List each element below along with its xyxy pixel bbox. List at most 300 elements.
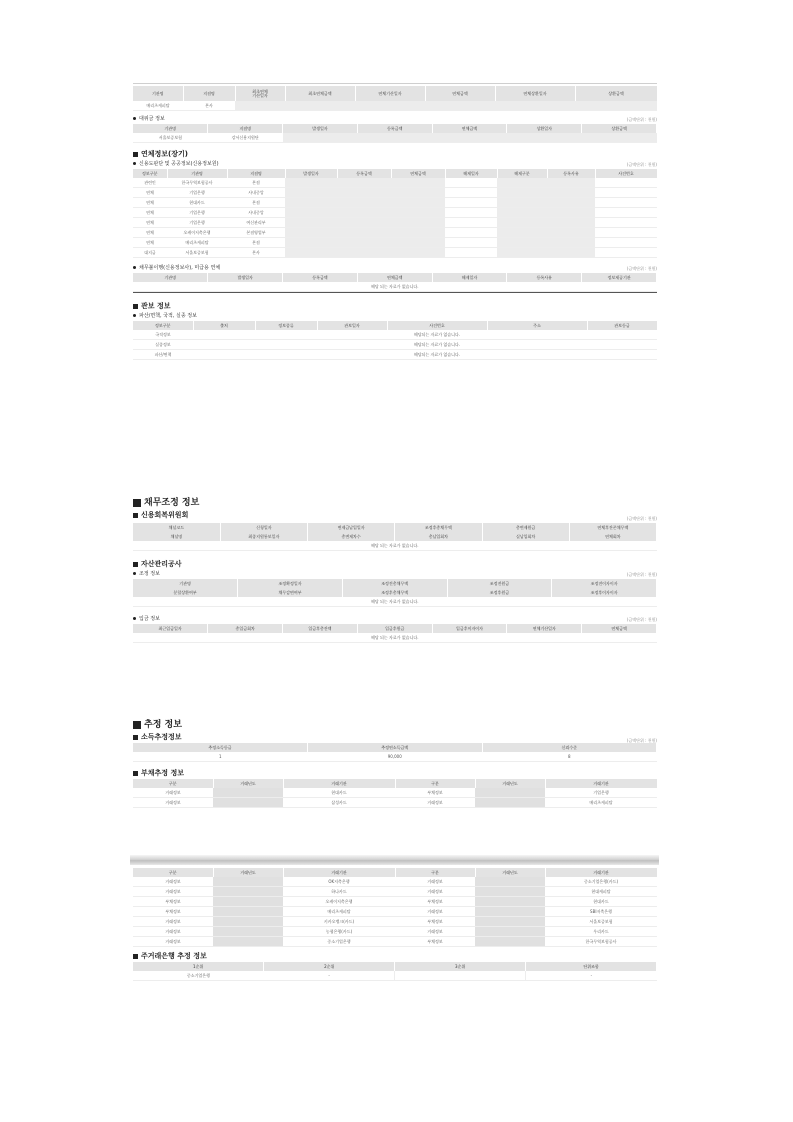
table-row: [133, 597, 657, 607]
rank-1: 중소기업은행: [133, 971, 264, 981]
cell-institution: 기업은행: [167, 218, 227, 228]
cell-category: 거래정보: [133, 887, 213, 897]
cell-institution: 한국무역보험공사: [167, 178, 227, 188]
col-header: 등록금액: [283, 273, 358, 282]
cell-institution: 메리츠캐피탈: [545, 798, 657, 808]
table-row: [133, 887, 657, 897]
col-header: 조정후이자이자: [552, 588, 657, 597]
col-header: 기관명: [133, 86, 183, 101]
redacted-cell: [475, 937, 545, 947]
cell-category: 거래정보: [395, 887, 475, 897]
redacted-cell: [497, 228, 547, 238]
public-info-heading: 관보 정보: [133, 301, 657, 312]
section-square-icon: [133, 721, 141, 729]
redacted-cell: [595, 208, 657, 218]
col-header: 연체후잔존채무액: [569, 523, 656, 532]
cell-info-type: 연체: [133, 208, 167, 218]
table-row: [133, 897, 657, 907]
liability-header-row: [133, 868, 657, 877]
redacted-cell: [445, 208, 497, 218]
redacted-cell: [595, 228, 657, 238]
cell-category: 거래정보: [133, 937, 213, 947]
redacted-cell: [547, 198, 595, 208]
cell-category: 거래정보: [133, 788, 213, 798]
amount-unit: (금액단위 : 천원): [626, 516, 657, 521]
redacted-cell: [285, 208, 337, 218]
table-cell: [255, 350, 317, 360]
empty-message: 해당되는 자료가 없습니다.: [387, 330, 487, 340]
redacted-cell: [595, 178, 657, 188]
cell-branch: 본점: [227, 178, 285, 188]
section-debt-adjust: [133, 496, 657, 643]
col-header: 채널명: [133, 532, 220, 541]
redacted-cell: [337, 248, 391, 258]
col-header: 최종지원통보일자: [220, 532, 307, 541]
header-row: [133, 321, 657, 330]
redacted-cell: [285, 228, 337, 238]
col-header: 지점명: [208, 124, 283, 133]
redacted-cell: [285, 188, 337, 198]
redacted-cell: [595, 188, 657, 198]
col-header: 거래기관: [545, 779, 657, 788]
col-header: 해제일자: [432, 273, 507, 282]
bullet-icon: [133, 117, 136, 120]
cell-institution: 서울보증보험: [167, 248, 227, 258]
cell-branch: 본점: [227, 238, 285, 248]
col-header: 거래년도: [475, 868, 545, 877]
cell-institution: 기업은행: [167, 208, 227, 218]
redacted-cell: [582, 133, 657, 143]
redacted-cell: [475, 927, 545, 937]
table-row: [133, 350, 657, 360]
redacted-cell: [285, 248, 337, 258]
section-estimate: [133, 718, 657, 808]
cell-institution: 현대카드: [545, 897, 657, 907]
redacted-cell: [337, 228, 391, 238]
header-row: [133, 588, 657, 597]
redacted-cell: [337, 218, 391, 228]
col-header: 거래년도: [475, 779, 545, 788]
redacted-cell: [285, 198, 337, 208]
redacted-cell: [445, 178, 497, 188]
redacted-cell: [337, 198, 391, 208]
cell-institution: 메리츠캐피탈: [167, 238, 227, 248]
col-header: 입금후원금: [357, 624, 432, 633]
delinquency-table: [133, 169, 658, 258]
table-row: [133, 752, 657, 762]
redacted-cell: [283, 133, 358, 143]
cell-institution: 오케이저축은행: [167, 228, 227, 238]
cell-branch: 본점영업부: [227, 228, 285, 238]
col-header: 채널코드: [133, 523, 220, 532]
redacted-cell: [497, 218, 547, 228]
redacted-cell: [391, 178, 445, 188]
redacted-cell: [475, 798, 545, 808]
bullet-icon: [133, 162, 136, 165]
col-header: 거래기관: [545, 868, 657, 877]
cell-institution: 기업은행: [545, 788, 657, 798]
redacted-cell: [235, 101, 285, 111]
header-row: [133, 523, 657, 532]
col-header: 조정전이자이자: [552, 579, 657, 588]
col-header: 사건번호: [595, 169, 657, 178]
table-row: [133, 133, 657, 143]
col-header: 추정소득등급: [133, 743, 308, 752]
cell-institution: 메리츠캐피탈: [133, 101, 183, 111]
redacted-cell: [213, 788, 283, 798]
col-header: 조정전총채무액: [342, 579, 447, 588]
rank-2: -: [264, 971, 395, 981]
cell-info-type: 대지급: [133, 248, 167, 258]
cell-info-type: 연체: [133, 198, 167, 208]
cell-info-type: 국적정보: [133, 330, 193, 340]
rank-3: [395, 971, 526, 981]
cell-branch: 본점: [227, 198, 285, 208]
col-header: 등록사유: [547, 169, 595, 178]
redacted-cell: [213, 897, 283, 907]
table-cell: [255, 330, 317, 340]
col-header: 상환금액: [575, 86, 657, 101]
table-row: [133, 178, 657, 188]
col-header: 신청일자: [220, 523, 307, 532]
redacted-cell: [475, 897, 545, 907]
col-header: 기관명: [133, 273, 208, 282]
income-table: [133, 743, 657, 762]
redacted-cell: [391, 198, 445, 208]
table-row: [133, 937, 657, 947]
table-row: [133, 541, 657, 551]
section-square-icon: [133, 562, 138, 567]
header-row: [133, 579, 657, 588]
section-square-icon: [133, 954, 138, 959]
cell-institution: 현대캐피탈: [545, 887, 657, 897]
amount-unit: (금액단위 : 천원): [626, 572, 657, 577]
kamco-heading: 자산관리공사: [133, 559, 657, 570]
redacted-cell: [391, 228, 445, 238]
redacted-cell: [425, 101, 495, 111]
cell-institution: 하나카드: [283, 887, 395, 897]
redacted-cell: [337, 208, 391, 218]
table-cell: [255, 340, 317, 350]
table-row: [133, 208, 657, 218]
section-square-icon: [133, 152, 138, 157]
public-info-table: [133, 321, 658, 360]
cell-institution: 중소기업은행(카드): [545, 877, 657, 887]
redacted-cell: [575, 101, 657, 111]
col-header: 연체금액: [425, 86, 495, 101]
col-header: 입금후총잔액: [283, 624, 358, 633]
table-row: [133, 798, 657, 808]
overdue-top-table: [133, 86, 658, 111]
income-heading: 소득추정정보 (금액단위 : 천원): [133, 732, 657, 743]
col-header: 추정연소득금액: [308, 743, 483, 752]
amount-unit: (금액단위 : 천원): [626, 266, 657, 271]
estimate-heading: 추정 정보: [133, 718, 657, 732]
redacted-cell: [213, 798, 283, 808]
table-cell: [487, 330, 587, 340]
redacted-cell: [547, 218, 595, 228]
liability-header-row: [133, 779, 657, 788]
redacted-cell: [391, 248, 445, 258]
col-header: 출처: [193, 321, 255, 330]
col-header: 해제일자: [445, 169, 497, 178]
table-cell: [317, 340, 387, 350]
table-row: [133, 633, 657, 643]
empty-message: 해당 되는 자료가 없습니다.: [133, 541, 657, 551]
redacted-cell: [507, 133, 582, 143]
cell-category: 부채정보: [395, 937, 475, 947]
liability-heading: 부채추정 정보: [133, 768, 657, 779]
table-row: [133, 238, 657, 248]
empty-message: 해당되는 자료가 없습니다.: [387, 340, 487, 350]
col-header: 2순위: [264, 962, 395, 971]
redacted-cell: [337, 178, 391, 188]
redacted-cell: [391, 238, 445, 248]
col-header: 입금후이자이자: [432, 624, 507, 633]
cell-info-type: 연체: [133, 188, 167, 198]
col-header: 연체금액: [391, 169, 445, 178]
cell-institution: 우리카드: [545, 927, 657, 937]
kamco-adjust-heading: 조정 정보 (금액단위 : 천원): [133, 570, 657, 579]
col-header: 총변제차수: [308, 532, 395, 541]
table-row: [133, 330, 657, 340]
cell-institution: 서울보증보험: [545, 917, 657, 927]
table-cell: [587, 340, 657, 350]
debt-nonperforming-table: [133, 273, 657, 292]
cell-branch: 사내중앙: [227, 208, 285, 218]
section-square-icon: [133, 735, 138, 740]
redacted-cell: [445, 228, 497, 238]
ccrs-table: [133, 523, 657, 551]
subrogation-heading: 대위금 정보 (금액단위 : 천원): [133, 115, 657, 124]
cell-category: 거래정보: [133, 917, 213, 927]
col-header: 발생일자: [285, 169, 337, 178]
bullet-icon: [133, 617, 136, 620]
redacted-cell: [495, 101, 575, 111]
redacted-cell: [497, 188, 547, 198]
cell-institution: 현대카드: [283, 788, 395, 798]
bullet-icon: [133, 266, 136, 269]
col-header: 변제금납입일자: [308, 523, 395, 532]
redacted-cell: [357, 133, 432, 143]
empty-message: 해당되는 자료가 없습니다.: [387, 350, 487, 360]
table-row: [133, 228, 657, 238]
empty-message: 해당 되는 자료가 없습니다.: [133, 282, 657, 292]
col-header: 등록금액: [337, 169, 391, 178]
redacted-cell: [213, 887, 283, 897]
cell-institution: 메리츠캐피탈: [283, 907, 395, 917]
liability-table-b: [133, 868, 658, 947]
col-header: 연체금액: [357, 273, 432, 282]
cell-institution: 중소기업은행: [283, 937, 395, 947]
section-liability-cont: [133, 868, 657, 981]
redacted-cell: [391, 208, 445, 218]
section-square-icon: [133, 499, 141, 507]
col-header: 조정후총채무액: [342, 588, 447, 597]
redacted-cell: [497, 198, 547, 208]
col-header: 구분: [133, 779, 213, 788]
col-header: 총납입회차: [395, 532, 482, 541]
cell-institution: 서울보증보험: [133, 133, 208, 143]
table-cell: [193, 330, 255, 340]
col-header: 실납입회차: [482, 532, 569, 541]
cell-category: 거래정보: [133, 798, 213, 808]
col-header: 거래기관: [283, 779, 395, 788]
amount-unit: (금액단위 : 천원): [626, 117, 657, 122]
cell-category: 부채정보: [133, 897, 213, 907]
col-header: 연체금액: [582, 624, 657, 633]
col-header: 지점명: [227, 169, 285, 178]
col-header: 3순위: [395, 962, 526, 971]
table-cell: [193, 340, 255, 350]
public-info-sub-heading: 파산/면책, 국적, 실종 정보: [133, 312, 657, 321]
table-cell: [487, 350, 587, 360]
col-header: 상환금액: [582, 124, 657, 133]
header-row: [133, 169, 657, 178]
amount-unit: (금액단위 : 천원): [626, 162, 657, 167]
liability-table-a: [133, 779, 658, 808]
redacted-cell: [355, 101, 425, 111]
delinquency-heading: 연체정보(장기): [133, 149, 657, 160]
col-header: 최초연체 기산일자: [235, 86, 285, 101]
section-square-icon: [133, 513, 138, 518]
empty-message: 해당 되는 자료가 없습니다.: [133, 597, 657, 607]
table-cell: [317, 330, 387, 340]
col-header: 구분: [395, 868, 475, 877]
col-header: 연체금액: [432, 124, 507, 133]
table-row: [133, 917, 657, 927]
cell-category: 부채정보: [395, 788, 475, 798]
col-header: 총입금회차: [208, 624, 283, 633]
cell-institution: 오케이저축은행: [283, 897, 395, 907]
empty-message: 해당 되는 자료가 없습니다.: [133, 633, 657, 643]
table-row: [133, 927, 657, 937]
page-break: [130, 855, 659, 865]
cell-category: 거래정보: [395, 907, 475, 917]
redacted-cell: [497, 178, 547, 188]
redacted-cell: [547, 178, 595, 188]
table-row: [133, 340, 657, 350]
redacted-cell: [595, 238, 657, 248]
header-row: [133, 624, 657, 633]
section-square-icon: [133, 771, 138, 776]
table-row: [133, 218, 657, 228]
subrogation-table: [133, 124, 657, 143]
col-header: 발생일자: [208, 273, 283, 282]
top-divider: [133, 83, 657, 84]
redacted-cell: [547, 238, 595, 248]
col-header: 관보등급: [587, 321, 657, 330]
col-header: 정보종류: [255, 321, 317, 330]
section-square-icon: [133, 304, 138, 309]
table-row: [133, 101, 657, 111]
cell-info-type: 연체: [133, 218, 167, 228]
amount-unit: (금액단위 : 천원): [626, 738, 657, 743]
redacted-cell: [213, 907, 283, 917]
cell-institution: 한국무역보험공사: [545, 937, 657, 947]
kamco-table: [133, 579, 657, 607]
col-header: 정보구분: [133, 321, 193, 330]
table-row: [133, 248, 657, 258]
redacted-cell: [213, 927, 283, 937]
table-cell: [587, 330, 657, 340]
cell-institution: 기업은행: [167, 188, 227, 198]
col-header: 연체기산일자: [507, 624, 582, 633]
table-row: [133, 877, 657, 887]
main-bank-heading: 주거래은행 추정 정보: [133, 951, 657, 962]
col-header: 기관명: [167, 169, 227, 178]
redacted-cell: [595, 218, 657, 228]
col-header: 채무감면여부: [238, 588, 343, 597]
delinquency-sub-heading: 신용도판단 및 공공정보(신용정보원) (금액단위 : 천원): [133, 160, 657, 169]
col-header: 지점명: [183, 86, 235, 101]
cell-institution: 삼성카드: [283, 798, 395, 808]
redacted-cell: [432, 133, 507, 143]
cell-category: 부채정보: [395, 917, 475, 927]
cell-category: 부채정보: [133, 907, 213, 917]
redacted-cell: [337, 188, 391, 198]
unit-union: -: [526, 971, 657, 981]
cell-info-type: 연체: [133, 228, 167, 238]
table-cell: [193, 350, 255, 360]
redacted-cell: [213, 917, 283, 927]
header-row: [133, 532, 657, 541]
cell-category: 거래정보: [395, 798, 475, 808]
col-header: 최초연체금액: [285, 86, 355, 101]
table-row: [133, 282, 657, 292]
col-header: 조정후원금: [447, 588, 552, 597]
header-row: [133, 273, 657, 282]
col-header: 해제구분: [497, 169, 547, 178]
cell-branch: 본사: [227, 248, 285, 258]
col-header: 분할상환여부: [133, 588, 238, 597]
redacted-cell: [445, 238, 497, 248]
col-header: 발생일자: [283, 124, 358, 133]
cell-branch: 본사: [183, 101, 235, 111]
table-row: [133, 907, 657, 917]
bullet-icon: [133, 572, 136, 575]
redacted-cell: [285, 238, 337, 248]
redacted-cell: [475, 877, 545, 887]
amount-unit: (금액단위 : 천원): [626, 617, 657, 622]
redacted-cell: [285, 101, 355, 111]
col-header: 최근입금일자: [133, 624, 208, 633]
col-header: 구분: [133, 868, 213, 877]
col-header: 연체회차: [569, 532, 656, 541]
payment-heading: 입금 정보 (금액단위 : 천원): [133, 615, 657, 624]
redacted-cell: [475, 887, 545, 897]
income-grade: 1: [133, 752, 308, 762]
table-cell: [587, 350, 657, 360]
redacted-cell: [213, 937, 283, 947]
cell-institution: 현대카드: [167, 198, 227, 208]
col-header: 등록금액: [357, 124, 432, 133]
cell-institution: OK저축은행: [283, 877, 395, 887]
table-row: [133, 788, 657, 798]
redacted-cell: [445, 188, 497, 198]
cell-institution: SBI저축은행: [545, 907, 657, 917]
cell-institution: 농협은행(카드): [283, 927, 395, 937]
col-header: 관보일자: [317, 321, 387, 330]
redacted-cell: [213, 877, 283, 887]
bullet-icon: [133, 314, 136, 317]
col-header: 거래년도: [213, 868, 283, 877]
cell-info-type: 파산/면책: [133, 350, 193, 360]
redacted-cell: [595, 198, 657, 208]
cell-category: 거래정보: [395, 877, 475, 887]
col-header: 정보제공기관: [582, 273, 657, 282]
cell-category: 거래정보: [395, 927, 475, 937]
